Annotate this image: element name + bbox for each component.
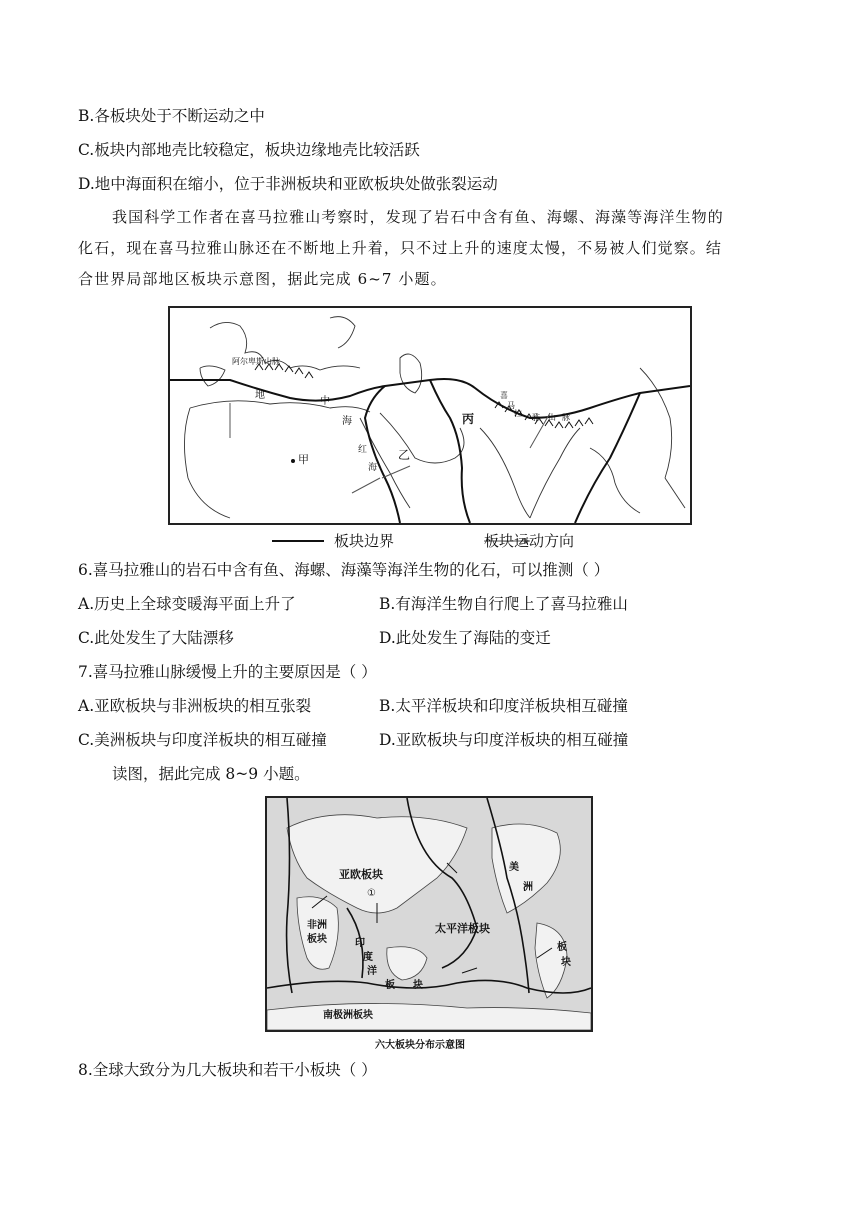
q6-option-a: A.历史上全球变暖海平面上升了 <box>78 595 296 613</box>
label-di: 地 <box>255 390 265 401</box>
north-america-landmass <box>492 824 560 913</box>
legend-boundary-label: 板块边界 <box>334 532 395 550</box>
q6-option-b: B.有海洋生物自行爬上了喜马拉雅山 <box>379 595 628 613</box>
intro-line-1: 我国科学工作者在喜马拉雅山考察时，发现了岩石中含有鱼、海螺、海藻等海洋生物的 <box>112 208 724 226</box>
option-c-line: C.板块内部地壳比较稳定，板块边缘地壳比较活跃 <box>78 141 420 159</box>
label-yin: 印 <box>355 938 365 949</box>
label-zhong: 中 <box>320 396 330 407</box>
intro-paragraph-2: 读图，据此完成 8~9 小题。 <box>112 765 310 783</box>
motion-arrow-redsea-e <box>382 466 410 478</box>
caspian-sea <box>400 354 422 393</box>
legend-direction-label: 板块运动方向 <box>484 532 575 550</box>
world-plate-map-svg <box>267 798 591 1030</box>
plate-boundary-east <box>575 393 640 523</box>
label-zhou: 洲 <box>523 882 533 893</box>
q7-option-b: B.太平洋板块和印度洋板块相互碰撞 <box>379 697 628 715</box>
iberia-coast <box>200 366 225 386</box>
q6-stem: 6.喜马拉雅山的岩石中含有鱼、海螺、海藻等海洋生物的化石，可以推测（ ） <box>78 561 610 579</box>
label-eurasia-plate: 亚欧板块 <box>339 868 383 881</box>
label-xi: 喜 <box>500 391 508 400</box>
label-shan: 山 <box>548 413 556 422</box>
plate-boundary-carlsberg <box>430 380 470 523</box>
india-west-coast <box>480 428 530 518</box>
label-jia: 甲 <box>298 453 309 466</box>
china-coast <box>640 368 672 478</box>
intro-line-3: 合世界局部地区板块示意图，据此完成 6~7 小题。 <box>78 270 447 288</box>
label-pacific-plate: 太平洋板块 <box>435 922 490 935</box>
label-africa-2: 板块 <box>307 934 327 945</box>
option-b-line: B.各板块处于不断运动之中 <box>78 107 265 125</box>
label-yi: 乙 <box>398 448 411 462</box>
regional-plate-map <box>168 306 692 525</box>
north-africa-coast <box>190 401 370 412</box>
se-asia-coast <box>590 448 640 513</box>
plate-boundary-redsea <box>365 386 400 523</box>
q6-option-d: D.此处发生了海陆的变迁 <box>379 629 551 647</box>
label-bing: 丙 <box>462 412 475 426</box>
australia-landmass <box>387 947 427 980</box>
label-num-1: ① <box>367 888 376 899</box>
antarctica-landmass <box>267 1003 591 1030</box>
label-hong: 红 <box>358 445 368 455</box>
q7-stem: 7.喜马拉雅山脉缓慢上升的主要原因是（ ） <box>78 663 377 681</box>
q7-option-a: A.亚欧板块与非洲板块的相互张裂 <box>78 697 312 715</box>
label-yang: 洋 <box>367 966 377 977</box>
plate-boundary-north <box>170 379 690 418</box>
label-mei: 美 <box>509 862 519 873</box>
world-plate-map <box>265 796 593 1032</box>
label-ban: 板 <box>385 980 395 991</box>
arrow-pacific <box>462 968 477 973</box>
point-jia-dot <box>291 459 295 463</box>
q6-option-c: C.此处发生了大陆漂移 <box>78 629 234 647</box>
intro-line-2: 化石，现在喜马拉雅山脉还在不断地上升着，只不过上升的速度太慢，不易被人们觉察。结 <box>78 239 723 257</box>
label-antarctic-plate: 南极洲板块 <box>323 1010 373 1021</box>
q8-stem: 8.全球大致分为几大板块和若干小板块（ ） <box>78 1061 377 1079</box>
intro-paragraph-1 <box>78 202 784 295</box>
q7-option-c: C.美洲板块与印度洋板块的相互碰撞 <box>78 731 327 749</box>
india-east-coast <box>530 428 580 518</box>
label-africa-1: 非洲 <box>307 920 327 931</box>
east-coast <box>665 478 685 508</box>
label-ma: 马 <box>507 401 515 410</box>
arrow-pacific-north <box>447 863 457 873</box>
label-alps: 阿尔卑斯山脉 <box>232 357 280 366</box>
africa-west-coast <box>184 408 230 518</box>
label-hai2: 海 <box>368 463 378 473</box>
q7-option-d: D.亚欧板块与印度洋板块的相互碰撞 <box>379 731 629 749</box>
regional-plate-map-svg <box>170 308 690 523</box>
option-d-line: D.地中海面积在缩小，位于非洲板块和亚欧板块处做张裂运动 <box>78 175 498 193</box>
label-hai: 海 <box>342 416 352 427</box>
label-kuai-2: 块 <box>561 957 571 968</box>
motion-arrow-redsea-w <box>352 478 380 493</box>
label-kuai: 块 <box>413 980 423 991</box>
label-ya: 雅 <box>532 413 540 422</box>
map-caption: 六大板块分布示意图 <box>375 1040 465 1051</box>
label-ban-2: 板 <box>557 942 567 953</box>
scandinavia-coast <box>330 317 355 348</box>
label-la: 拉 <box>514 409 522 418</box>
label-du: 度 <box>363 952 373 963</box>
label-mai: 脉 <box>562 413 570 422</box>
